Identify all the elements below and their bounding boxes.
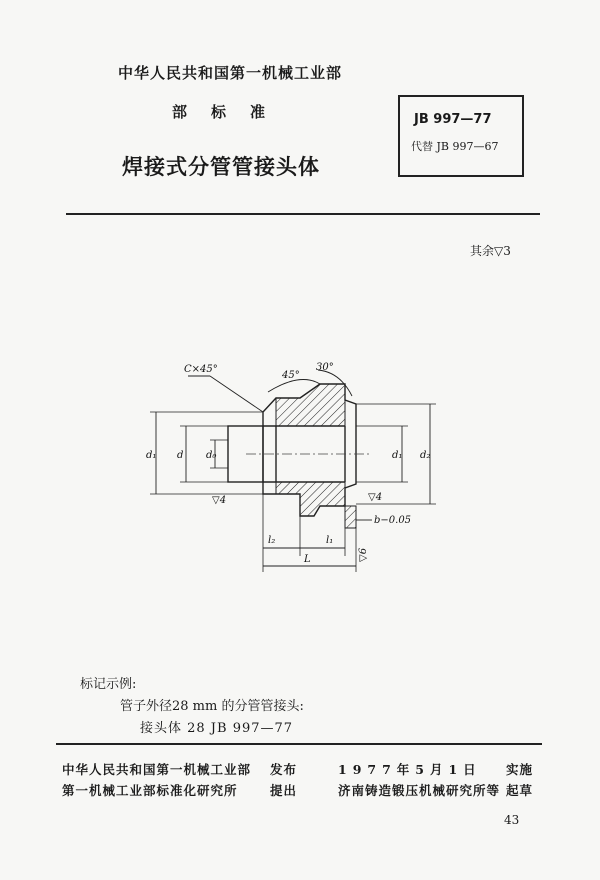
effective-date: 1977年5月1日: [338, 762, 482, 777]
section-hatching: [276, 384, 356, 528]
d0-label: d₀: [206, 450, 217, 461]
marking-code: 接头体 28 JB 997—77: [140, 721, 294, 736]
d1-right-label: d₁: [392, 450, 403, 461]
effective-label: 实施: [506, 762, 534, 777]
d1-left-label: d₁: [146, 450, 157, 461]
drafter: 济南铸造锻压机械研究所等: [338, 783, 501, 798]
standard-level: 部标准: [172, 103, 290, 121]
d2-label: d₂: [420, 450, 431, 461]
d-label: d: [177, 450, 184, 461]
page-number: 43: [504, 813, 520, 827]
standard-code: JB 997—77: [414, 112, 492, 127]
chamfer-label: C×45°: [184, 364, 218, 375]
marking-description: 管子外径28 mm 的分管管接头:: [120, 699, 304, 714]
replaces-note: 代替 JB 997—67: [411, 140, 499, 153]
proposer: 第一机械工业部标准化研究所: [62, 783, 238, 798]
angle-30-label: 30°: [316, 362, 334, 373]
angle-45-label: 45°: [282, 370, 300, 381]
footer-divider: [56, 743, 542, 745]
drafted-label: 起草: [506, 783, 534, 798]
page-title: 焊接式分管管接头体: [122, 154, 320, 179]
roughness-note: 其余▽3: [470, 244, 511, 258]
tolerance-label: b−0.05: [374, 515, 412, 526]
issued-label: 发布: [270, 762, 298, 777]
l1-label: l₁: [326, 535, 334, 546]
issuer: 中华人民共和国第一机械工业部: [62, 762, 252, 777]
proposed-label: 提出: [270, 783, 298, 798]
roughness-right-label: ▽4: [368, 492, 383, 503]
ministry-name: 中华人民共和国第一机械工业部: [118, 64, 343, 82]
marking-heading: 标记示例:: [80, 677, 137, 692]
l2-label: l₂: [268, 535, 276, 546]
length-label: L: [304, 554, 311, 565]
roughness-bottom-label: ▽6: [358, 547, 369, 562]
roughness-left-label: ▽4: [212, 495, 227, 506]
